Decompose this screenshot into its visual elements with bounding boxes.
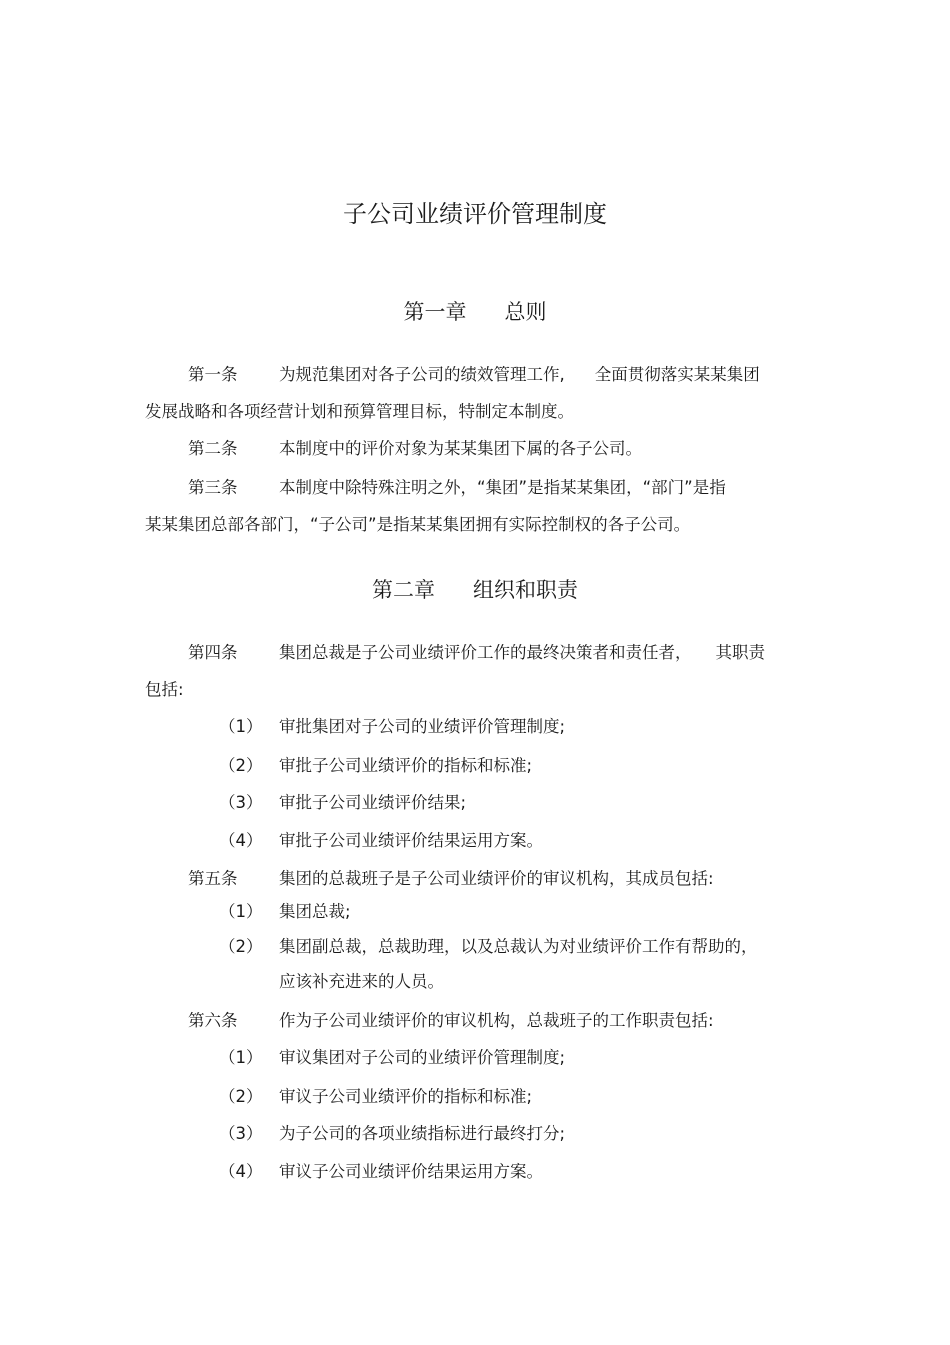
article-4-item-2-text: 审批子公司业绩评价的指标和标准;	[279, 756, 533, 775]
article-5-item-1-number: （1）	[219, 902, 263, 921]
article-5-item-2-continuation: 应该补充进来的人员。	[279, 972, 444, 991]
article-6-label: 第六条	[188, 1011, 238, 1030]
article-5-item-2-number: （2）	[219, 937, 263, 956]
article-5-label: 第五条	[188, 869, 238, 888]
article-1-label: 第一条	[188, 365, 238, 384]
article-5-text: 集团的总裁班子是子公司业绩评价的审议机构，其成员包括:	[279, 869, 714, 888]
article-4-item-1-number: （1）	[219, 717, 263, 736]
article-6-item-2-text: 审议子公司业绩评价的指标和标准;	[279, 1087, 533, 1106]
article-6-item-4-number: （4）	[219, 1162, 263, 1181]
article-5-item-2-text: 集团副总裁，总裁助理，以及总裁认为对业绩评价工作有帮助的，	[279, 937, 758, 956]
article-6-item-4-text: 审议子公司业绩评价结果运用方案。	[279, 1162, 543, 1181]
article-6-item-3-number: （3）	[219, 1124, 263, 1143]
chapter-2-number: 第二章	[372, 578, 435, 602]
article-6-item-1-number: （1）	[219, 1048, 263, 1067]
chapter-2-heading	[0, 575, 950, 605]
article-4-line-1a: 集团总裁是子公司业绩评价工作的最终决策者和责任者，	[279, 643, 692, 662]
article-6-item-2-number: （2）	[219, 1087, 263, 1106]
chapter-2-name: 组织和职责	[473, 578, 578, 602]
article-4-item-4-number: （4）	[219, 831, 263, 850]
article-3-line-1: 本制度中除特殊注明之外，“集团”是指某某集团，“部门”是指	[279, 478, 726, 497]
article-1-line-1	[279, 363, 760, 387]
article-4-item-3-number: （3）	[219, 793, 263, 812]
article-2-text: 本制度中的评价对象为某某集团下属的各子公司。	[279, 439, 642, 458]
article-4-item-4-text: 审批子公司业绩评价结果运用方案。	[279, 831, 543, 850]
article-5-item-1-text: 集团总裁;	[279, 902, 351, 921]
document-title: 子公司业绩评价管理制度	[343, 200, 607, 228]
article-1-line-1a: 为规范集团对各子公司的绩效管理工作,	[279, 365, 565, 384]
article-4-item-2-number: （2）	[219, 756, 263, 775]
article-4-label: 第四条	[188, 643, 238, 662]
article-2-label: 第二条	[188, 439, 238, 458]
article-6-text: 作为子公司业绩评价的审议机构，总裁班子的工作职责包括:	[279, 1011, 714, 1030]
article-4-line-2: 包括:	[145, 680, 184, 699]
article-6-item-1-text: 审议集团对子公司的业绩评价管理制度;	[279, 1048, 566, 1067]
article-3-line-2: 某某集团总部各部门，“子公司”是指某某集团拥有实际控制权的各子公司。	[145, 515, 691, 534]
article-1-line-1b: 全面贯彻落实某某集团	[594, 365, 760, 384]
article-1-line-2: 发展战略和各项经营计划和预算管理目标，特制定本制度。	[145, 402, 574, 421]
article-4-item-1-text: 审批集团对子公司的业绩评价管理制度;	[279, 717, 566, 736]
article-4-line-1b: 其职责	[715, 643, 765, 662]
article-6-item-3-text: 为子公司的各项业绩指标进行最终打分;	[279, 1124, 566, 1143]
chapter-1-name: 总则	[504, 300, 547, 324]
chapter-1-number: 第一章	[403, 300, 467, 324]
article-4-item-3-text: 审批子公司业绩评价结果;	[279, 793, 467, 812]
article-3-label: 第三条	[188, 478, 238, 497]
article-4-line-1	[279, 641, 765, 665]
chapter-1-heading	[0, 297, 950, 327]
